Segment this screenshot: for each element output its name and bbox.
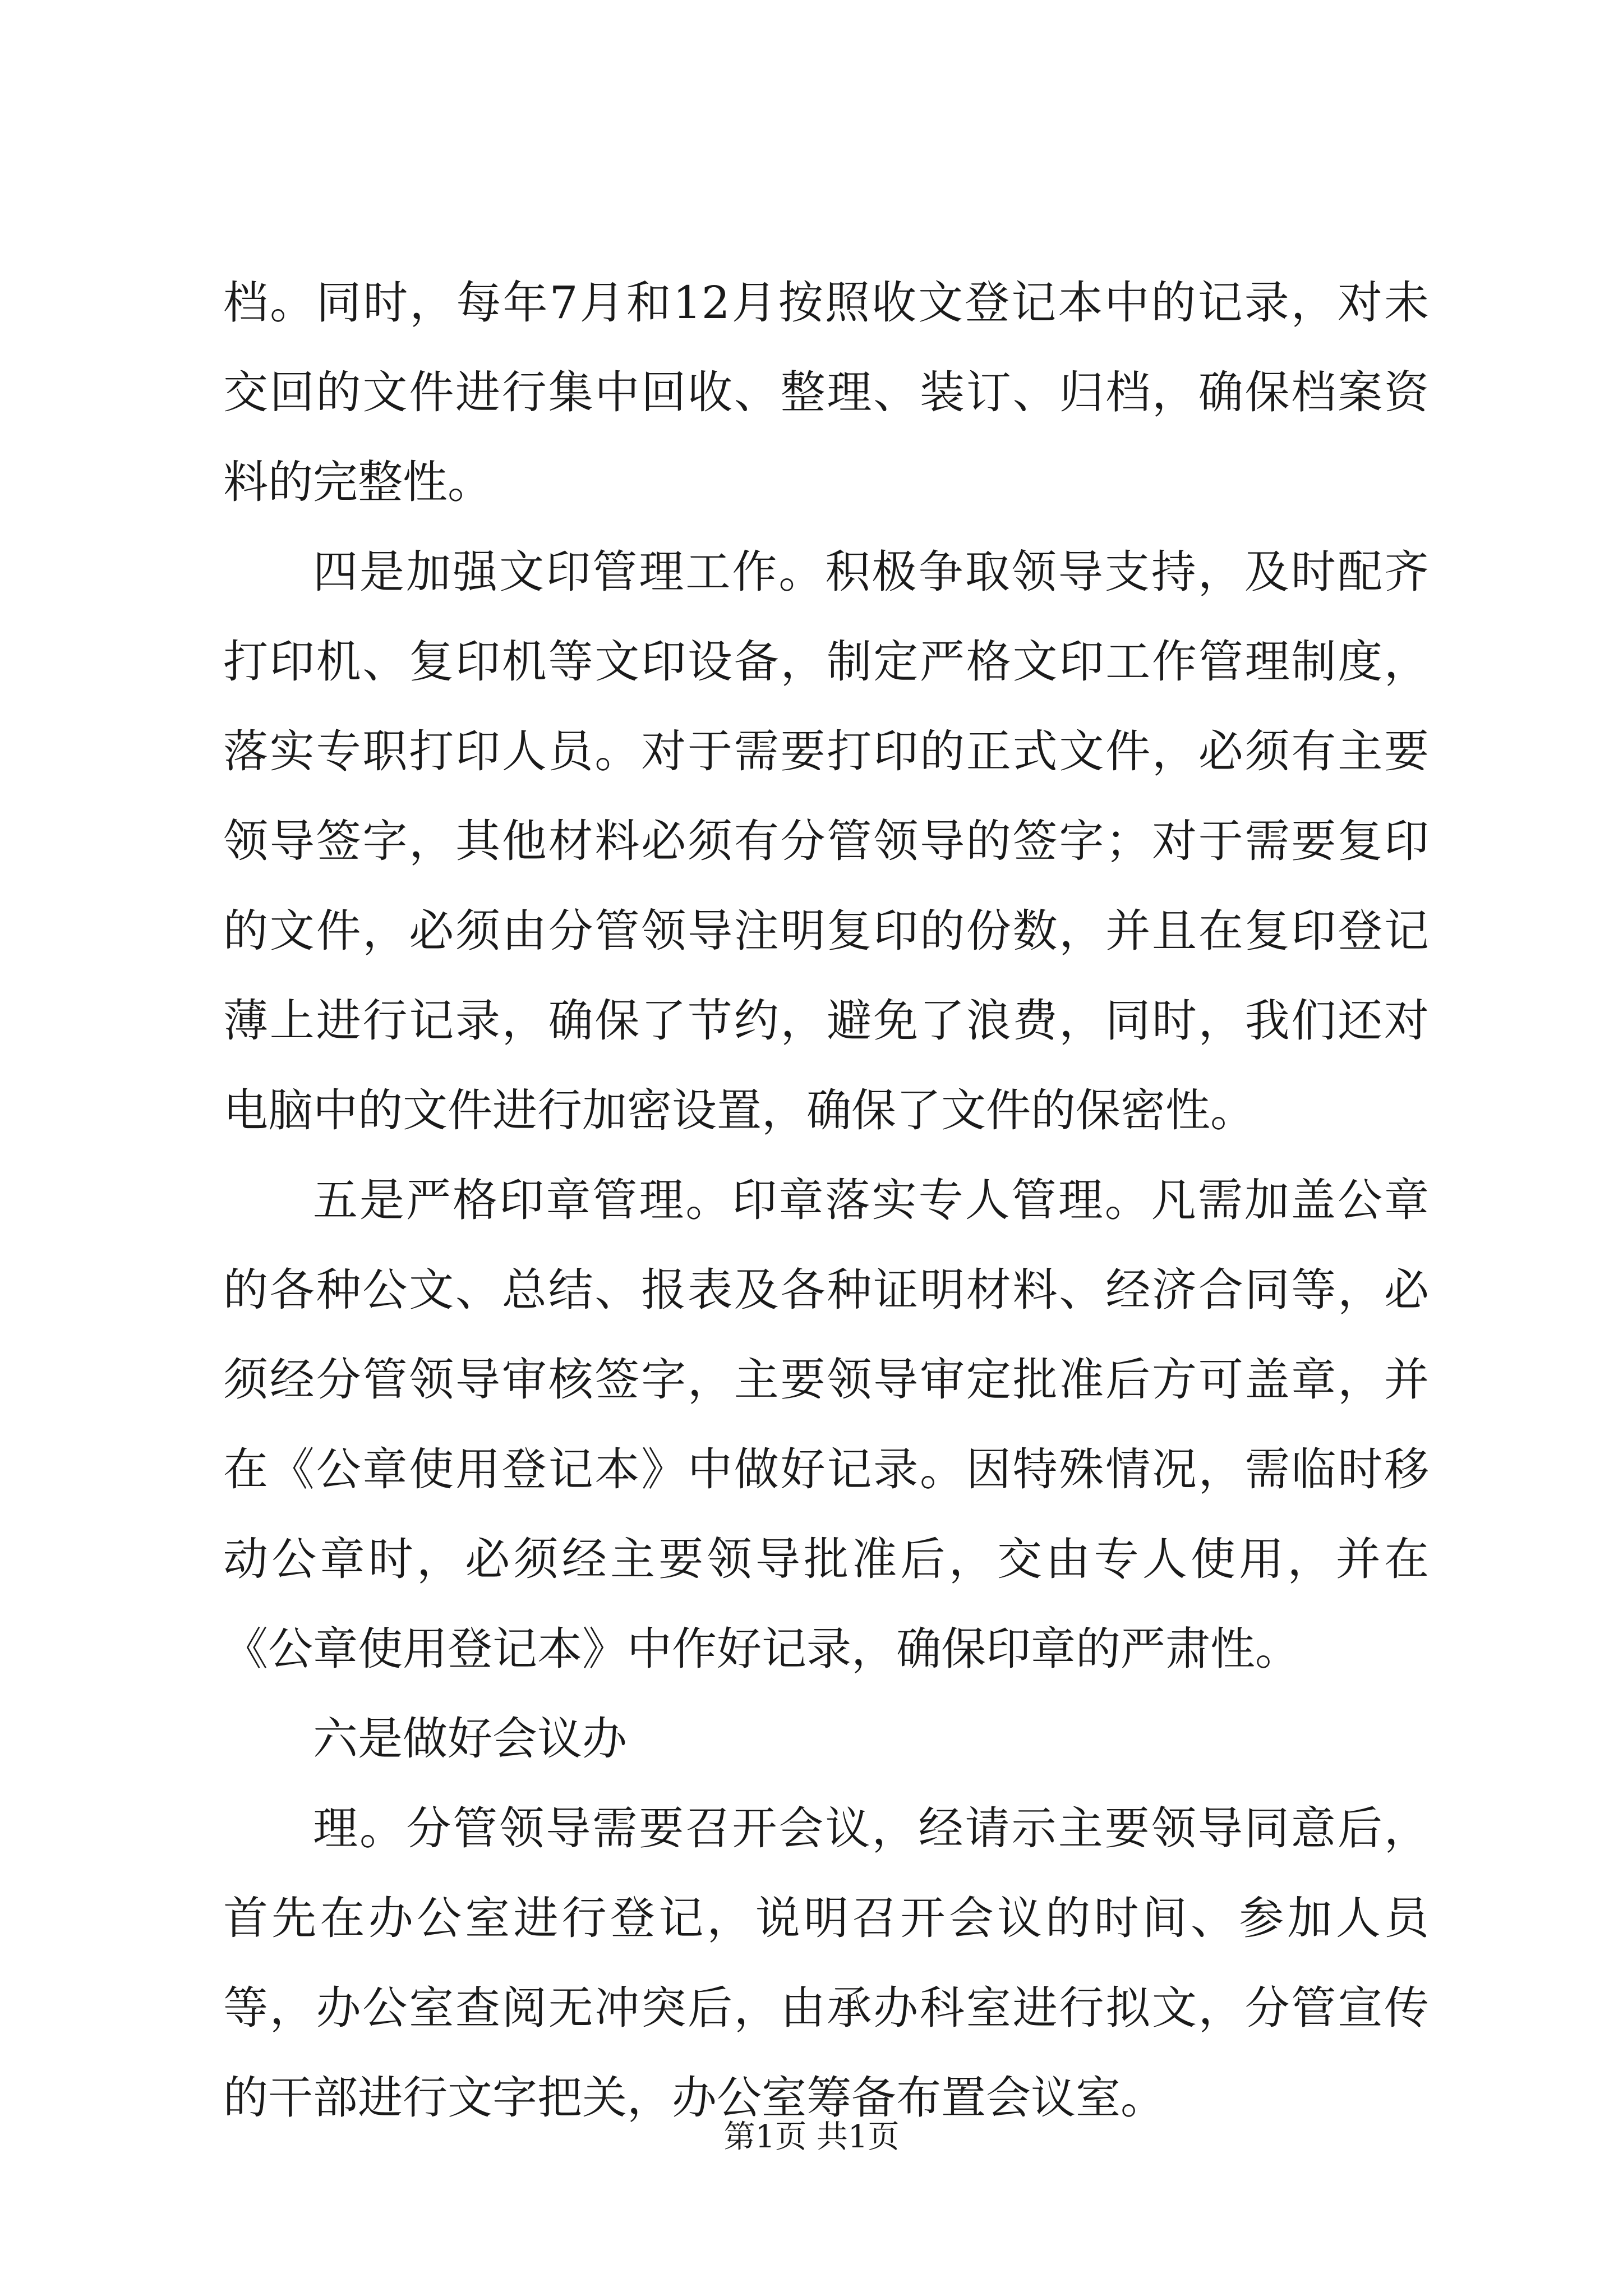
paragraph-meeting-heading: 六是做好会议办 <box>313 1713 627 1765</box>
page-footer: 第1页 共1页 <box>723 2119 900 2155</box>
paragraph-archive-continuation: 档。同时，每年7月和12月按照收文登记本中的记录，对未交回的文件进行集中回收、整理、装订、归档，确保档案资料的完整性。 <box>223 277 1429 508</box>
paragraph-seal-management: 五是严格印章管理。印章落实专人管理。凡需加盖公章的各种公文、总结、报表及各种证明材料、经济合同等，必须经分管领导审核签字，主要领导审定批准后方可盖章，并在《公章使用登记本》中做好记录。因特殊情况，需临时移动公章时，必须经主要领导批准后，交由专人使用，并在《公章使用登记本》中作好记录，确保印章的严肃性。 <box>223 1174 1429 1675</box>
paragraph-printing-management: 四是加强文印管理工作。积极争取领导支持，及时配齐打印机、复印机等文印设备，制定严格文印工作管理制度，落实专职打印人员。对于需要打印的正式文件，必须有主要领导签字，其他材料必须有分管领导的签字；对于需要复印的文件，必须由分管领导注明复印的份数，并且在复印登记薄上进行记录，确保了节约，避免了浪费，同时，我们还对电脑中的文件进行加密设置，确保了文件的保密性。 <box>223 546 1429 1137</box>
paragraph-meeting-management: 理。分管领导需要召开会议，经请示主要领导同意后，首先在办公室进行登记，说明召开会议的时间、参加人员等，办公室查阅无冲突后，由承办科室进行拟文，分管宣传的干部进行文字把关，办公室筹备布置会议室。 <box>223 1802 1429 2124</box>
document-body <box>223 258 1429 2143</box>
